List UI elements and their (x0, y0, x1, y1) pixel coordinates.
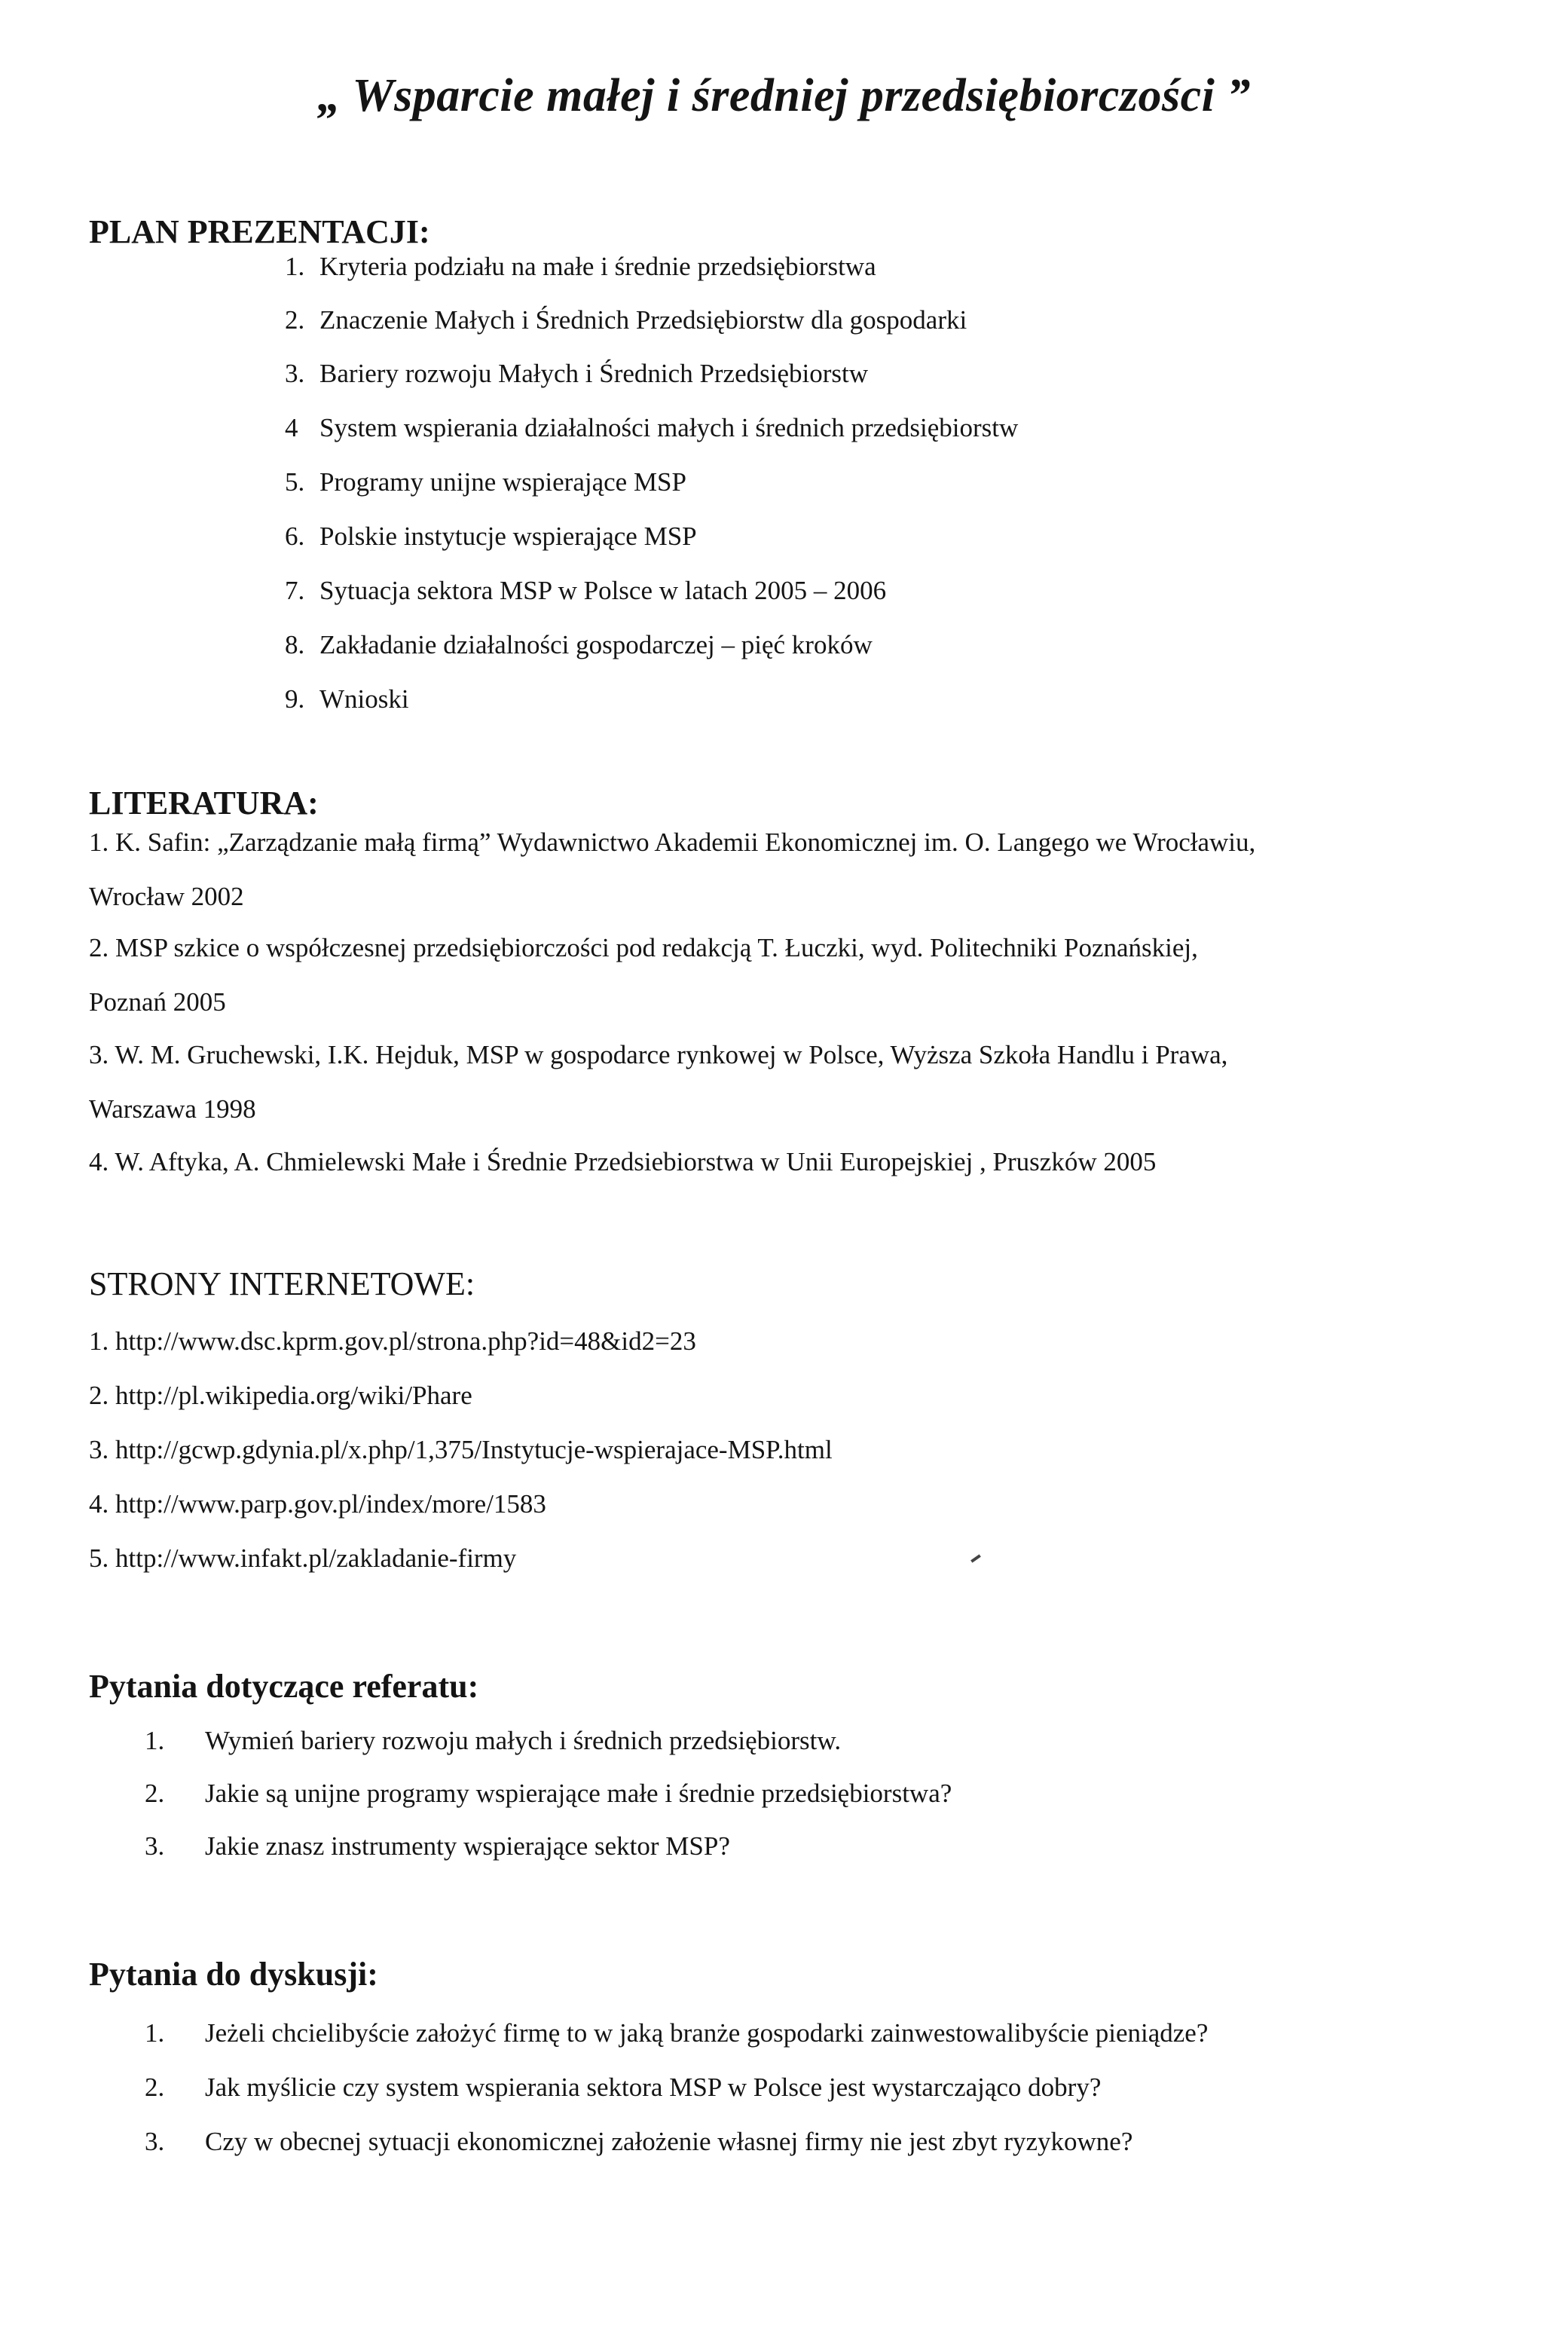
web-link: 3. http://gcwp.gdynia.pl/x.php/1,375/Instytucje-wspierajace-MSP.html (89, 1435, 833, 1464)
plan-heading: PLAN PREZENTACJI: (89, 213, 430, 250)
literatura-heading: LITERATURA: (89, 785, 319, 821)
plan-item: 4 System wspierania działalności małych i średnich przedsiębiorstw (285, 413, 1019, 442)
question-number: 2. (145, 1779, 165, 1808)
literatura-line: Warszawa 1998 (89, 1094, 256, 1124)
plan-item: 7. Sytuacja sektora MSP w Polsce w latach 2005 – 2006 (285, 576, 887, 605)
question-number: 1. (145, 2018, 165, 2048)
question-text: Czy w obecnej sytuacji ekonomicznej założenie własnej firmy nie jest zbyt ryzykowne? (205, 2127, 1133, 2156)
plan-item: 1. Kryteria podziału na małe i średnie przedsiębiorstwa (285, 252, 876, 281)
question-text: Jakie są unijne programy wspierające małe i średnie przedsiębiorstwa? (205, 1779, 952, 1808)
web-link: 1. http://www.dsc.kprm.gov.pl/strona.php?id=48&id2=23 (89, 1326, 696, 1356)
web-link: 4. http://www.parp.gov.pl/index/more/1583 (89, 1489, 546, 1519)
pytania-dyskusja-heading: Pytania do dyskusji: (89, 1956, 378, 1993)
document-title: „ Wsparcie małej i średniej przedsiębiorczości ” (317, 70, 1251, 121)
question-text: Jakie znasz instrumenty wspierające sektor MSP? (205, 1831, 730, 1861)
literatura-line: 4. W. Aftyka, A. Chmielewski Małe i Średnie Przedsiebiorstwa w Unii Europejskiej , Pruszków 2005 (89, 1147, 1157, 1176)
literatura-line: 1. K. Safin: „Zarządzanie małą firmą” Wydawnictwo Akademii Ekonomicznej im. O. Langego we Wrocławiu, (89, 827, 1256, 857)
question-text: Jeżeli chcielibyście założyć firmę to w jaką branże gospodarki zainwestowalibyście pieniądze? (205, 2018, 1209, 2048)
plan-item: 2. Znaczenie Małych i Średnich Przedsiębiorstw dla gospodarki (285, 305, 967, 335)
literatura-line: Poznań 2005 (89, 987, 226, 1017)
question-number: 1. (145, 1726, 165, 1755)
web-link: 2. http://pl.wikipedia.org/wiki/Phare (89, 1381, 472, 1410)
question-number: 3. (145, 2127, 165, 2156)
question-number: 2. (145, 2073, 165, 2102)
plan-item: 9. Wnioski (285, 684, 409, 714)
plan-item: 3. Bariery rozwoju Małych i Średnich Przedsiębiorstw (285, 359, 869, 388)
pytania-referat-heading: Pytania dotyczące referatu: (89, 1668, 479, 1705)
strony-heading: STRONY INTERNETOWE: (89, 1265, 475, 1302)
literatura-line: 3. W. M. Gruchewski, I.K. Hejduk, MSP w gospodarce rynkowej w Polsce, Wyższa Szkoła Handlu i Prawa, (89, 1040, 1228, 1069)
question-number: 3. (145, 1831, 165, 1861)
web-link: 5. http://www.infakt.pl/zakladanie-firmy (89, 1543, 517, 1573)
plan-item: 6. Polskie instytucje wspierające MSP (285, 522, 697, 551)
plan-item: 8. Zakładanie działalności gospodarczej – pięć kroków (285, 630, 873, 659)
question-text: Jak myślicie czy system wspierania sektora MSP w Polsce jest wystarczająco dobry? (205, 2073, 1102, 2102)
pen-mark (970, 1554, 981, 1562)
literatura-line: 2. MSP szkice o współczesnej przedsiębiorczości pod redakcją T. Łuczki, wyd. Politechniki Poznańskiej, (89, 933, 1198, 962)
question-text: Wymień bariery rozwoju małych i średnich przedsiębiorstw. (205, 1726, 842, 1755)
literatura-line: Wrocław 2002 (89, 882, 244, 911)
plan-item: 5. Programy unijne wspierające MSP (285, 467, 686, 497)
